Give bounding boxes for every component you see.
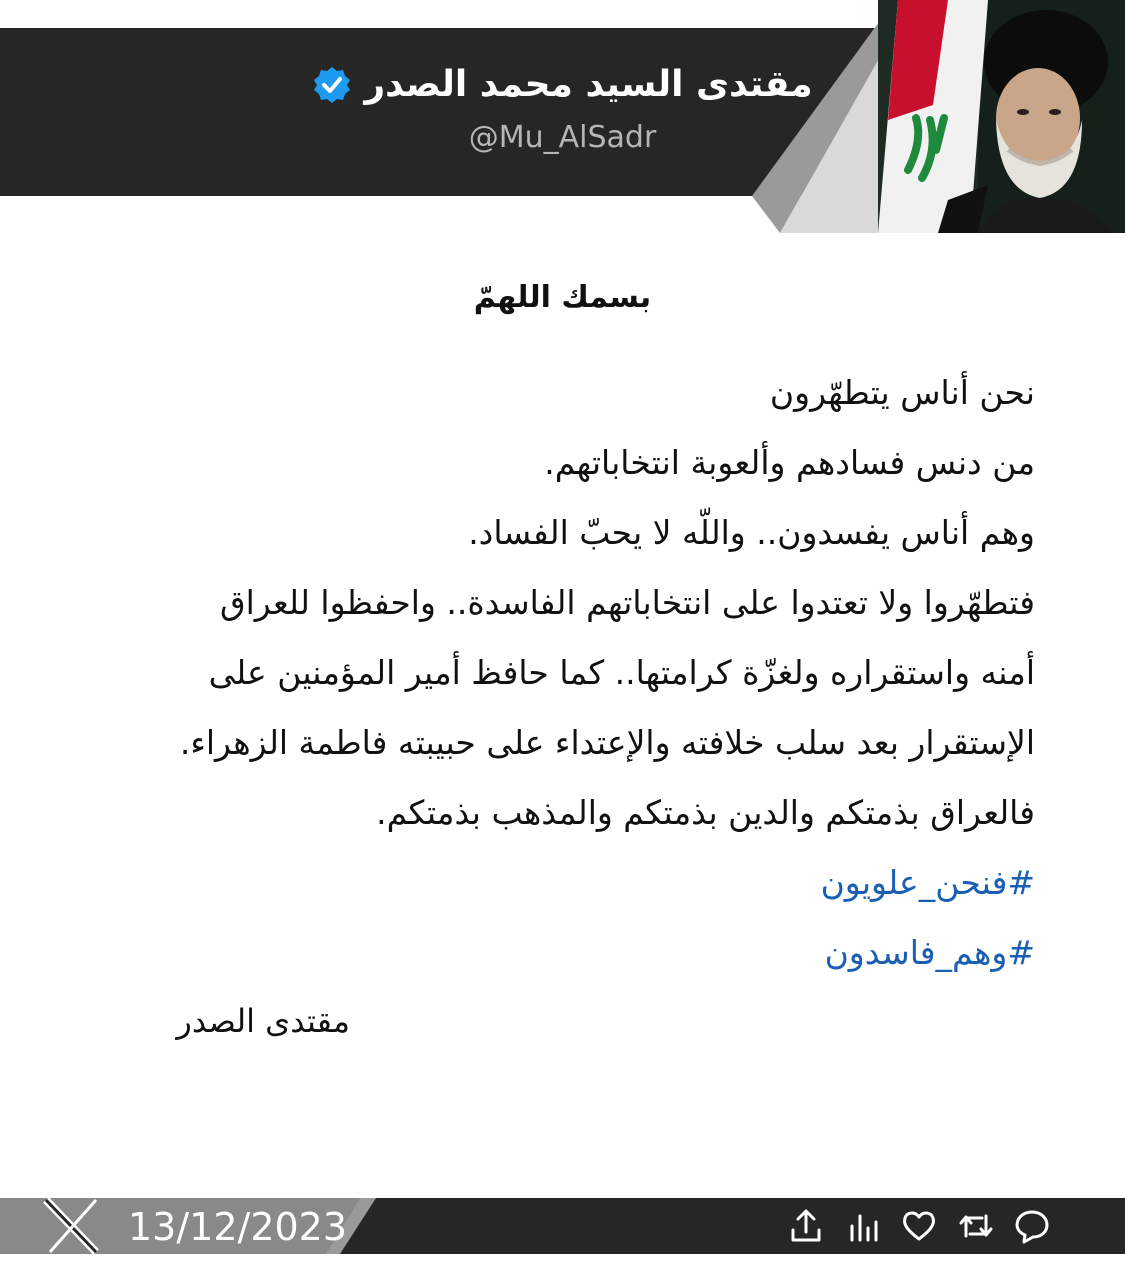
post-signature: مقتدى الصدر [176, 1002, 350, 1040]
post-text [55, 358, 1035, 988]
views-icon[interactable] [843, 1206, 883, 1246]
user-handle[interactable]: @Mu_AlSadr [468, 120, 657, 155]
hashtag-link[interactable]: #فنحن_علويون [820, 863, 1035, 902]
post-actions [786, 1206, 1052, 1246]
post-date: 13/12/2023 [128, 1205, 348, 1249]
post-line: الإستقرار بعد سلب خلافته والإعتداء على حبيبته فاطمة الزهراء. [179, 723, 1035, 762]
user-identity [0, 62, 1125, 108]
verified-badge-icon [312, 65, 352, 105]
reply-icon[interactable] [1012, 1206, 1052, 1246]
profile-photo[interactable] [878, 0, 1125, 233]
post-line: وهم أناس يفسدون.. واللّه لا يحبّ الفساد. [468, 513, 1035, 552]
post-opening: بسمك اللهمّ [473, 280, 652, 315]
post-line: من دنس فسادهم وألعوبة انتخاباتهم. [544, 443, 1035, 482]
post-line: فالعراق بذمتكم والدين بذمتكم والمذهب بذمتكم. [376, 793, 1035, 832]
post-line: فتطهّروا ولا تعتدوا على انتخاباتهم الفاسدة.. واحفظوا للعراق [220, 583, 1035, 622]
hashtag-link[interactable]: #وهم_فاسدون [824, 933, 1035, 972]
display-name[interactable]: مقتدى السيد محمد الصدر [364, 64, 813, 105]
like-icon[interactable] [899, 1206, 939, 1246]
x-logo-icon[interactable] [40, 1198, 104, 1254]
share-icon[interactable] [786, 1206, 826, 1246]
post-line: أمنه واستقراره ولغزّة كرامتها.. كما حافظ أمير المؤمنين على [208, 653, 1035, 692]
repost-icon[interactable] [956, 1206, 996, 1246]
post-line: نحن أناس يتطهّرون [769, 373, 1035, 412]
